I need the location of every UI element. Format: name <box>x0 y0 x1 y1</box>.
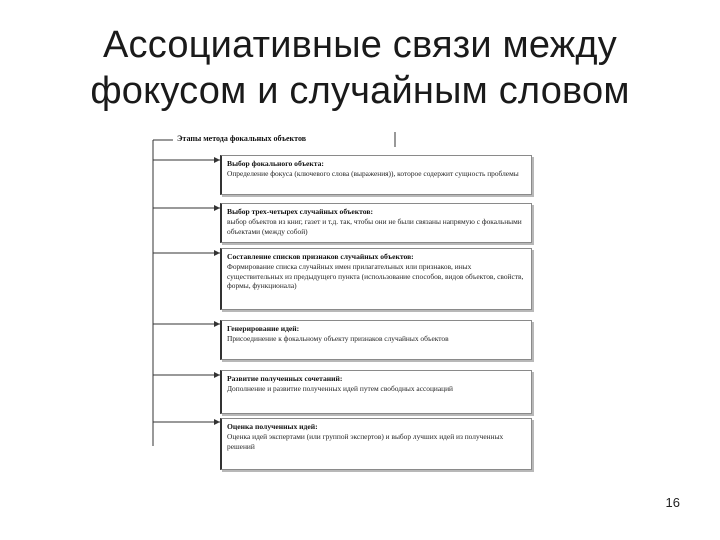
stage-box <box>220 248 532 310</box>
stage-box <box>220 418 532 470</box>
stage-description: Оценка идей экспертами (или группой экспертов) и выбор лучших идей из полученных решений <box>227 432 504 451</box>
stage-title: Составление списков признаков случайных объектов: <box>227 252 414 261</box>
page-number: 16 <box>665 495 680 510</box>
stage-box <box>220 155 532 195</box>
stage-box <box>220 203 532 243</box>
stage-description: Дополнение и развитие полученных идей путем свободных ассоциаций <box>227 384 454 393</box>
stage-description: Формирование списка случайных имен прилагательных или признаков, иных существительных из предыдущего пункта (использование способов, видов объектов, свойств, формы, функционала) <box>227 262 524 291</box>
stage-title: Выбор трех-четырех случайных объектов: <box>227 207 373 216</box>
diagram-header: Этапы метода фокальных объектов <box>177 134 307 143</box>
stage-title: Выбор фокального объекта: <box>227 159 324 168</box>
stage-title: Развитие полученных сочетаний: <box>227 374 343 383</box>
slide-title-line-1: Ассоциативные связи между <box>103 24 617 66</box>
slide-title-line-2: фокусом и случайным словом <box>90 70 630 112</box>
stage-title: Оценка полученных идей: <box>227 422 318 431</box>
stage-box <box>220 320 532 360</box>
stage-title: Генерирование идей: <box>227 324 300 333</box>
stage-box <box>220 370 532 414</box>
stage-description: Присоединение к фокальному объекту признаков случайных объектов <box>227 334 449 343</box>
stage-description: Определение фокуса (ключевого слова (выражения)), которое содержит сущность проблемы <box>227 169 519 178</box>
stage-description: выбор объектов из книг, газет и т.д. так, чтобы они не были связаны напрямую с фокальными объектами (между собой) <box>227 217 522 236</box>
